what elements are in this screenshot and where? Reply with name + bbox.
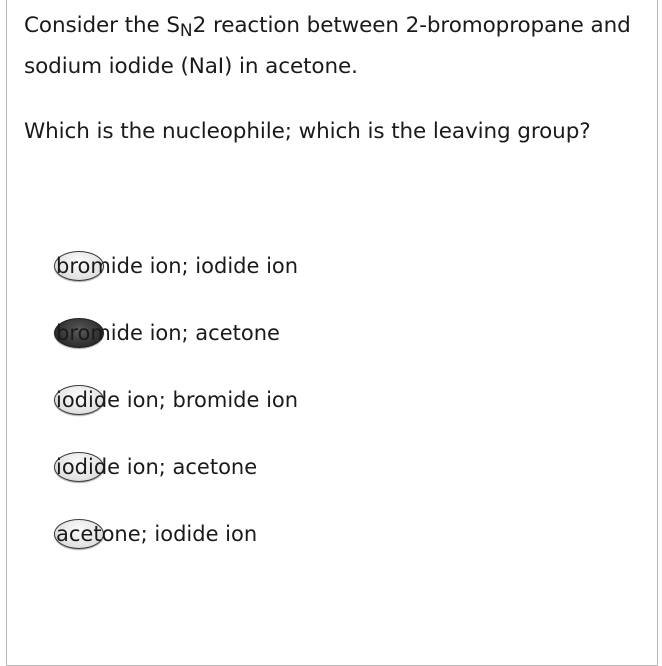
option-bromide-acetone[interactable] <box>54 313 280 353</box>
option-bromide-iodide[interactable] <box>54 246 298 286</box>
question-text <box>24 6 649 87</box>
question-line-1 <box>24 6 649 47</box>
sn2-s: S <box>166 13 180 38</box>
option-label: iodide ion; acetone <box>56 455 258 479</box>
option-label: acetone; iodide ion <box>56 522 258 546</box>
question-prompt: Which is the nucleophile; which is the leaving group? <box>24 119 591 144</box>
option-label: bromide ion; acetone <box>56 321 280 345</box>
option-iodide-bromide[interactable] <box>54 380 298 420</box>
sn2-n-subscript: N <box>179 21 193 41</box>
question-line-1-end: 2 reaction between 2-bromopropane and <box>192 13 631 38</box>
option-label: iodide ion; bromide ion <box>56 388 299 412</box>
option-acetone-iodide[interactable] <box>54 514 257 554</box>
question-line-1-start: Consider the <box>24 13 167 38</box>
question-line-2: sodium iodide (NaI) in acetone. <box>24 54 358 79</box>
option-label: bromide ion; iodide ion <box>56 254 299 278</box>
option-iodide-acetone[interactable] <box>54 447 257 487</box>
